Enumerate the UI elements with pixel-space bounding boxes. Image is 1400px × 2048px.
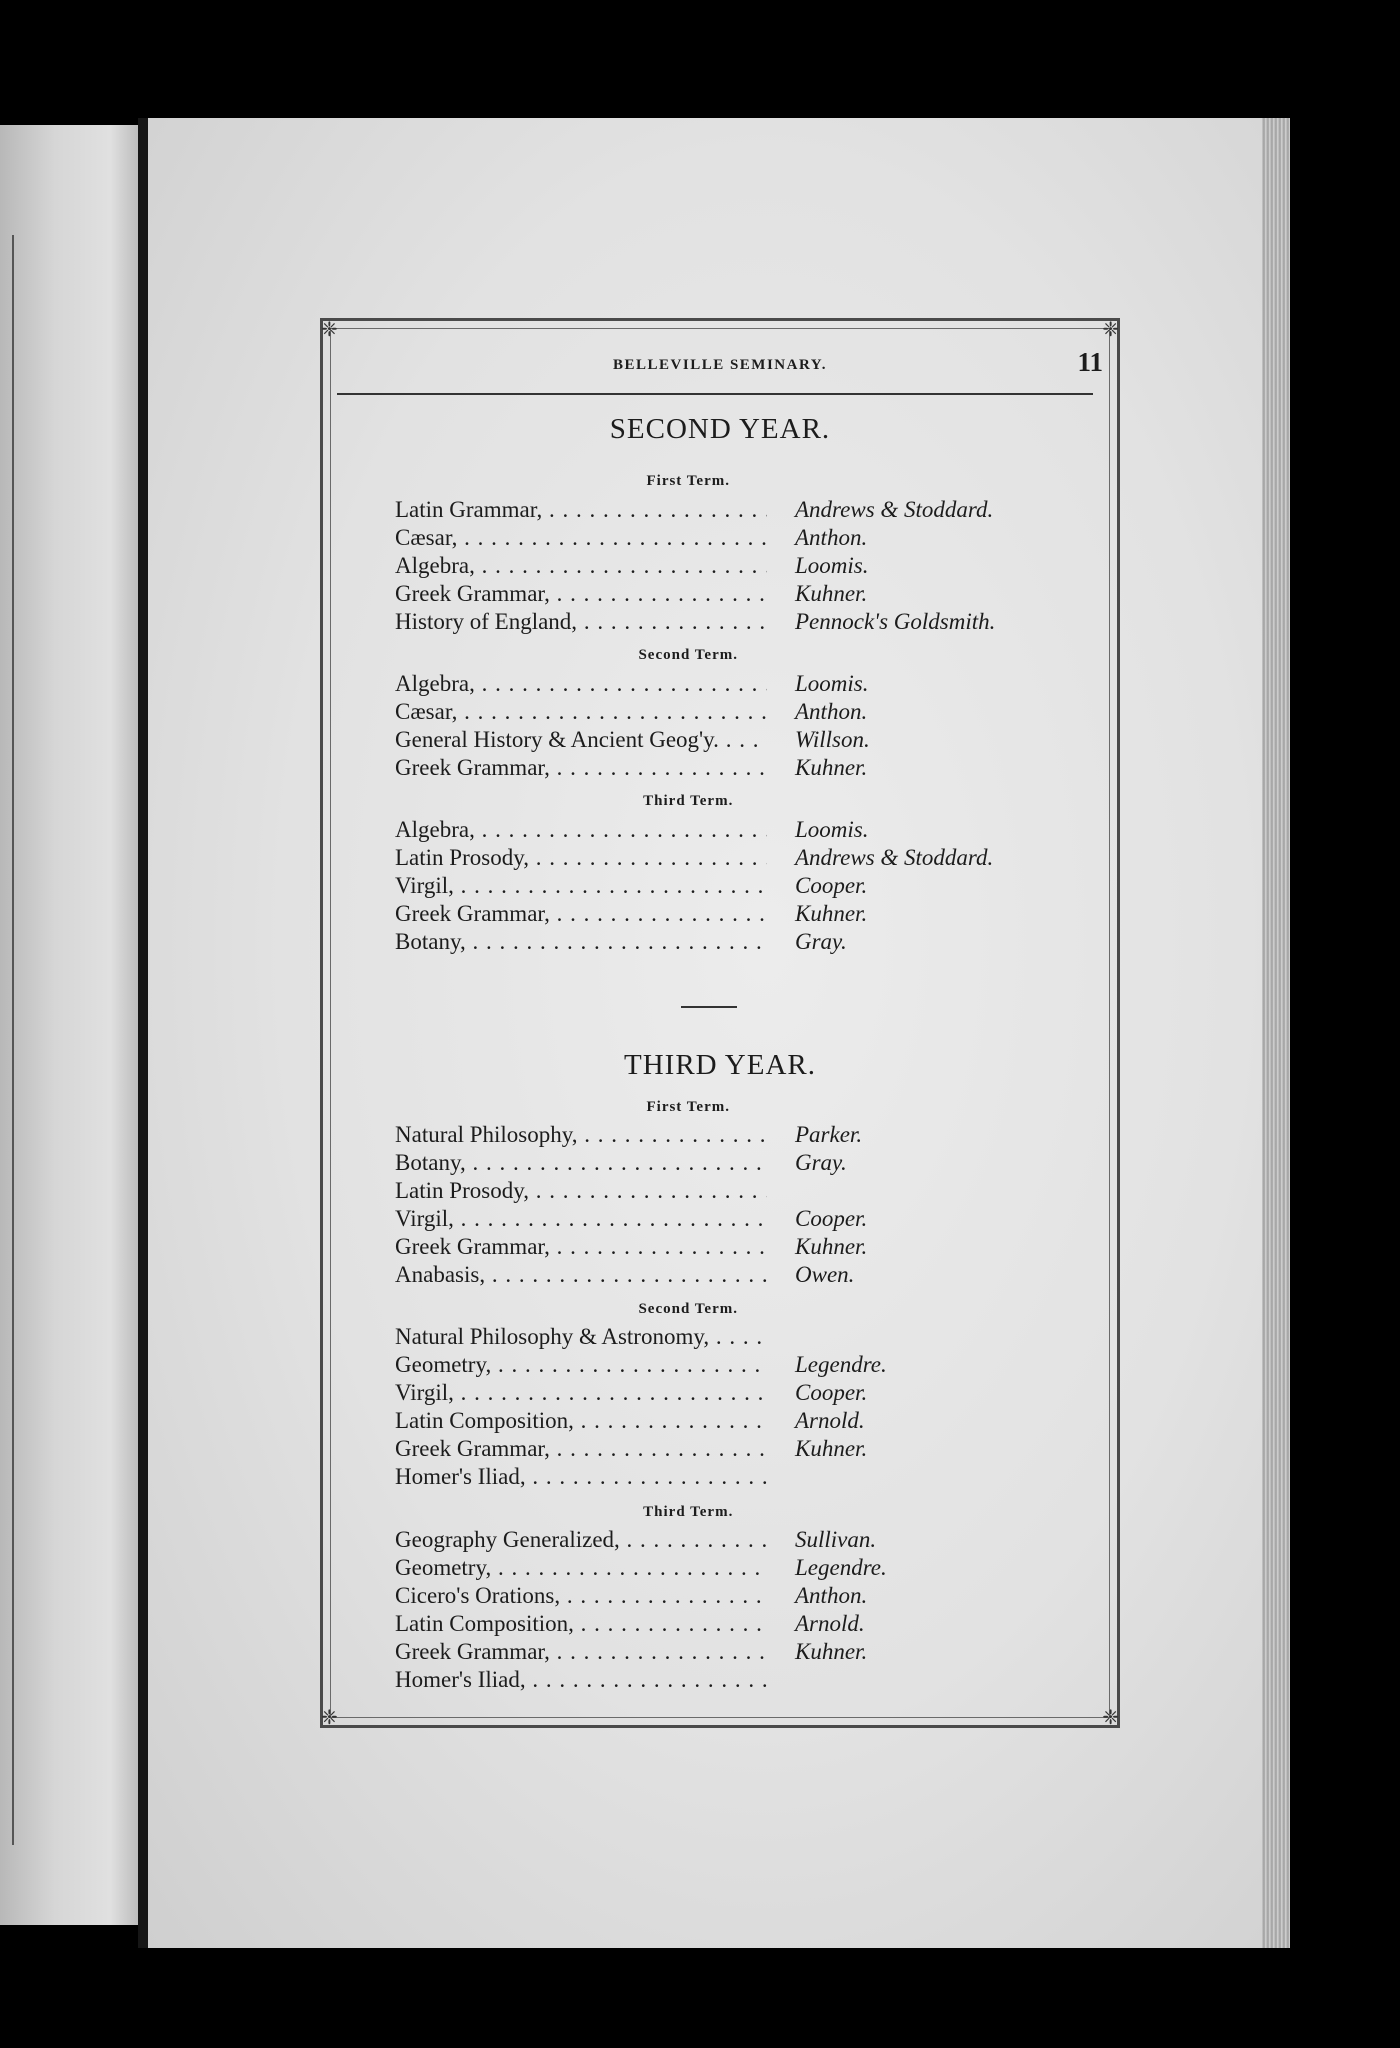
term-heading: Second Term. [638,647,738,663]
course-textbook: Gray. [795,1150,847,1175]
section-divider [681,1006,737,1008]
course-textbook: Pennock's Goldsmith. [795,609,996,634]
corner-ornament-icon: ❈ [321,1705,338,1729]
course-subject: Latin Composition, . . . [395,1407,767,1435]
course-textbook: Kuhner. [795,1436,868,1461]
section-title-second-year: SECOND YEAR. [609,413,831,445]
course-textbook: Arnold. [795,1408,865,1433]
course-subject: Algebra, . . . [395,552,767,580]
page-number: 11 [1077,347,1103,377]
course-textbook: Loomis. [795,553,869,578]
course-subject: Greek Grammar, . . . [395,1233,767,1261]
corner-ornament-icon: ❈ [1102,1705,1119,1729]
term-heading: Second Term. [638,1301,738,1317]
facing-page-frame [0,235,14,1845]
course-subject: History of England, . . . [395,608,767,636]
course-textbook: Kuhner. [795,1639,868,1664]
course-subject: Virgil, . . . [395,1205,767,1233]
course-subject: Latin Prosody, . . . [395,1177,767,1205]
running-header: BELLEVILLE SEMINARY. [613,357,827,373]
course-subject: Greek Grammar, . . . [395,754,767,782]
term-heading: Third Term. [643,793,734,809]
course-textbook: Legendre. [795,1352,887,1377]
course-textbook: Cooper. [795,873,868,898]
course-subject: Cæsar, . . . [395,698,767,726]
facing-page [0,125,138,1925]
course-textbook: Andrews & Stoddard. [795,497,994,522]
course-subject: Cæsar, . . . [395,524,767,552]
course-textbook: Kuhner. [795,1234,868,1259]
corner-ornament-icon: ❈ [1102,317,1119,341]
course-subject: Virgil, . . . [395,872,767,900]
course-subject: Geometry, . . . [395,1554,767,1582]
corner-ornament-icon: ❈ [321,317,338,341]
course-textbook: Kuhner. [795,901,868,926]
course-textbook: Kuhner. [795,581,868,606]
course-textbook: Parker. [795,1122,863,1147]
course-subject: Cicero's Orations, . . . [395,1582,767,1610]
course-subject: Natural Philosophy & Astronomy, . . . [395,1323,767,1351]
course-subject: General History & Ancient Geog'y. . . . [395,726,767,754]
course-subject: Greek Grammar, . . . [395,900,767,928]
course-textbook: Legendre. [795,1555,887,1580]
course-textbook: Cooper. [795,1380,868,1405]
course-subject: Geometry, . . . [395,1351,767,1379]
course-textbook: Loomis. [795,817,869,842]
course-textbook: Kuhner. [795,755,868,780]
page-edges [1262,118,1290,1948]
course-textbook: Sullivan. [795,1527,877,1552]
course-subject: Algebra, . . . [395,670,767,698]
course-subject: Natural Philosophy, . . . [395,1121,767,1149]
page-border [320,318,1120,1728]
course-subject: Geography Generalized, . . . [395,1526,767,1554]
course-textbook: Andrews & Stoddard. [795,845,994,870]
course-textbook: Gray. [795,929,847,954]
course-textbook: Anthon. [795,699,868,724]
book-spine [138,118,148,1948]
course-textbook: Loomis. [795,671,869,696]
course-subject: Latin Composition, . . . [395,1610,767,1638]
course-textbook: Anthon. [795,1583,868,1608]
course-subject: Greek Grammar, . . . [395,580,767,608]
course-subject: Greek Grammar, . . . [395,1638,767,1666]
course-subject: Latin Grammar, . . . [395,496,767,524]
course-subject: Virgil, . . . [395,1379,767,1407]
course-subject: Greek Grammar, . . . [395,1435,767,1463]
term-heading: Third Term. [643,1504,734,1520]
course-subject: Homer's Iliad, . . . [395,1463,767,1491]
course-textbook: Anthon. [795,525,868,550]
course-subject: Botany, . . . [395,928,767,956]
course-textbook: Willson. [795,727,870,752]
header-rule [337,393,1093,395]
course-subject: Anabasis, . . . [395,1261,767,1289]
term-heading: First Term. [646,473,730,489]
term-heading: First Term. [646,1099,730,1115]
course-textbook: Owen. [795,1262,855,1287]
course-subject: Algebra, . . . [395,816,767,844]
course-subject: Latin Prosody, . . . [395,844,767,872]
course-textbook: Cooper. [795,1206,868,1231]
course-textbook: Arnold. [795,1611,865,1636]
course-subject: Homer's Iliad, . . . [395,1666,767,1694]
course-subject: Botany, . . . [395,1149,767,1177]
section-title-third-year: THIRD YEAR. [624,1049,816,1081]
